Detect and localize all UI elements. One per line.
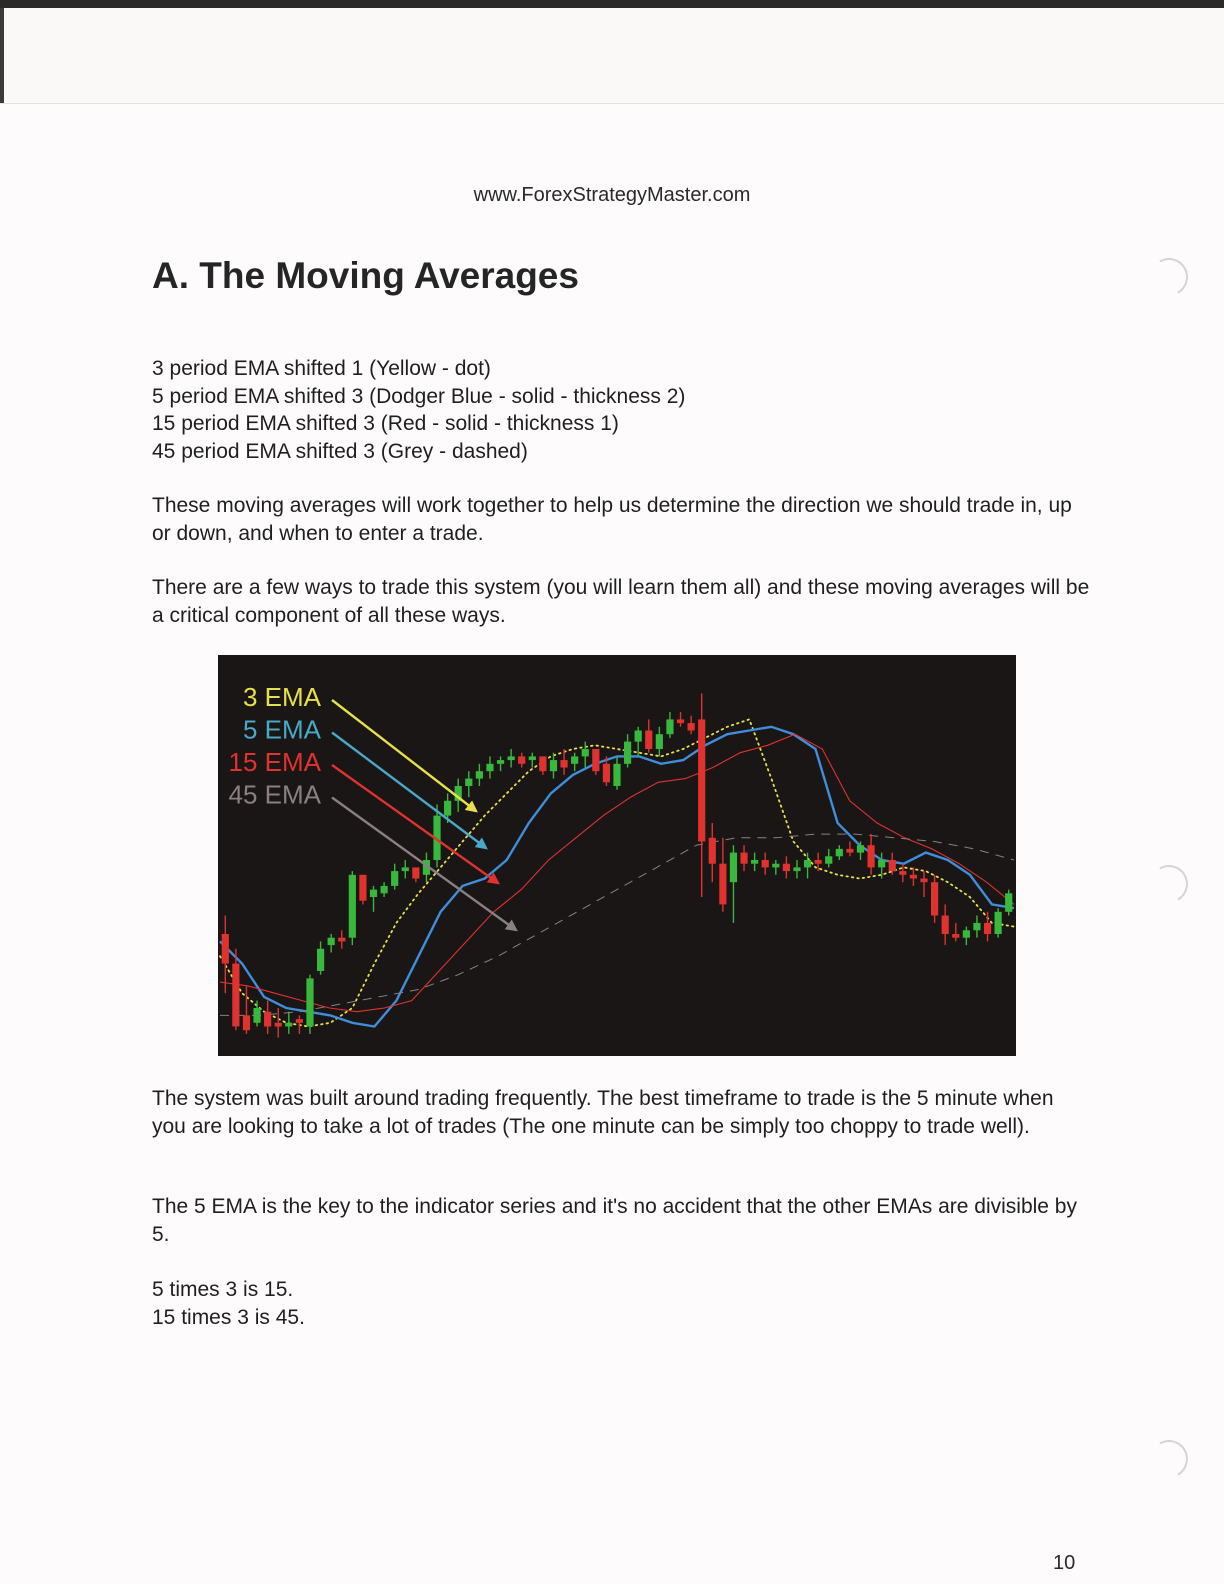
paragraph-text: There are a few ways to trade this system (you will learn them all) and these moving averages will be a critical component of all these ways. — [152, 576, 1090, 627]
candle-body — [476, 771, 483, 778]
candle-body — [984, 923, 991, 934]
paragraph — [152, 492, 1092, 547]
candle-body — [899, 871, 906, 875]
math-lines — [152, 1276, 1092, 1331]
candle-body — [688, 723, 695, 730]
candle-body — [804, 860, 811, 867]
candle-body — [518, 756, 525, 763]
candle-body — [815, 860, 822, 864]
candle-body — [889, 860, 896, 871]
candle-body — [243, 1015, 250, 1030]
candle-body — [296, 1019, 303, 1023]
candle-body — [825, 856, 832, 863]
candle-body — [264, 1012, 271, 1027]
candle-body — [560, 760, 567, 767]
candle-body — [963, 930, 970, 937]
candle-body — [857, 845, 864, 852]
scan-edge-left — [0, 8, 4, 103]
candle-body — [338, 938, 345, 942]
candle-body — [910, 875, 917, 879]
legend-arrow — [332, 733, 486, 849]
paragraph — [152, 1085, 1092, 1140]
candle-body — [465, 779, 472, 786]
candle-body — [740, 853, 747, 864]
candle-body — [603, 764, 610, 783]
candle-body — [328, 938, 335, 945]
candle-body — [878, 860, 885, 867]
scan-background — [0, 8, 1224, 103]
candle-body — [730, 853, 737, 883]
legend-label: 15 EMA — [228, 747, 321, 777]
legend-label: 45 EMA — [228, 779, 321, 810]
chart-legend — [229, 682, 322, 810]
candle-body — [359, 875, 366, 901]
punch-hole-mark — [1146, 254, 1193, 301]
page-number: 10 — [1053, 1552, 1076, 1574]
candle-body — [677, 719, 684, 723]
candle-body — [370, 890, 377, 897]
candle-body — [709, 838, 716, 864]
sheet-edge — [0, 103, 1224, 104]
ema-setting-line: 15 period EMA shifted 3 (Red - solid - thickness 1) — [152, 412, 619, 435]
ema-setting-line: 5 period EMA shifted 3 (Dodger Blue - solid - thickness 2) — [152, 384, 686, 408]
math-line: 15 times 3 is 45. — [152, 1305, 305, 1329]
candle-body — [836, 849, 843, 856]
candle-body — [783, 864, 790, 871]
candle-body — [762, 860, 769, 867]
paragraph-text: The system was built around trading frequently. The best timeframe to trade is the 5 minute when you are looking to take a lot of trades (The one minute can be simply too choppy to trade well). — [152, 1087, 1054, 1138]
candle-body — [592, 749, 599, 771]
candle-body — [613, 764, 620, 786]
paragraph — [152, 1193, 1092, 1248]
candle-body — [973, 923, 980, 930]
site-url: www.ForexStrategyMaster.com — [473, 184, 751, 206]
section-heading: A. The Moving Averages — [152, 255, 579, 296]
candle-body — [275, 1023, 282, 1027]
candle-body — [698, 719, 705, 841]
candle-body — [550, 760, 557, 771]
candle-body — [349, 875, 356, 938]
candle-body — [645, 731, 652, 750]
punch-hole-mark — [1146, 1436, 1193, 1483]
candle-body — [412, 867, 419, 878]
candle-body — [391, 871, 398, 886]
candle-body — [444, 801, 451, 816]
candle-body — [952, 934, 959, 938]
legend-label: 5 EMA — [242, 714, 321, 745]
candle-body — [751, 860, 758, 864]
candle-body — [486, 764, 493, 771]
candle-body — [719, 864, 726, 905]
candle-body — [582, 749, 589, 756]
punch-hole-mark — [1146, 861, 1193, 908]
legend-arrow — [332, 765, 498, 883]
candle-body — [539, 756, 546, 771]
candle-body — [497, 760, 504, 764]
legend-arrow — [332, 700, 476, 811]
candlesticks — [222, 694, 1013, 1038]
ema-chart — [218, 655, 1016, 1056]
candle-body — [285, 1023, 292, 1027]
candle-body — [571, 756, 578, 763]
legend-label: 3 EMA — [242, 682, 321, 712]
ema-setting-line: 3 period EMA shifted 1 (Yellow - dot) — [152, 357, 491, 380]
paragraph — [152, 574, 1092, 629]
candle-body — [402, 867, 409, 871]
candle-body — [635, 731, 642, 742]
candle-body — [942, 916, 949, 935]
candle-body — [1005, 893, 1012, 912]
paragraph-text: The 5 EMA is the key to the indicator series and it's no accident that the other EMAs are divisible by 5. — [152, 1195, 1077, 1246]
candle-body — [317, 949, 324, 971]
candle-body — [508, 756, 515, 760]
scan-edge — [0, 0, 1224, 8]
legend-arrow — [332, 798, 516, 931]
candle-body — [306, 978, 313, 1026]
candle-body — [867, 845, 874, 867]
candle-body — [232, 964, 239, 1027]
candle-body — [931, 882, 938, 915]
candle-body — [624, 742, 631, 764]
math-line: 5 times 3 is 15. — [152, 1278, 294, 1301]
candle-body — [253, 1008, 260, 1023]
paragraph-text: These moving averages will work together to help us determine the direction we should trade in, up or down, and when to enter a trade. — [152, 494, 1072, 545]
ema-chart-svg — [218, 655, 1016, 1056]
ema-setting-line: 45 period EMA shifted 3 (Grey - dashed) — [152, 439, 528, 463]
ema-settings-list — [152, 355, 1092, 465]
candle-body — [995, 912, 1002, 934]
candle-body — [666, 719, 673, 734]
candle-body — [380, 886, 387, 893]
candle-body — [846, 849, 853, 853]
candle-body — [772, 864, 779, 868]
candle-body — [529, 756, 536, 760]
candle-body — [222, 934, 229, 964]
candle-body — [656, 734, 663, 749]
candle-body — [920, 879, 927, 883]
candle-body — [793, 867, 800, 871]
